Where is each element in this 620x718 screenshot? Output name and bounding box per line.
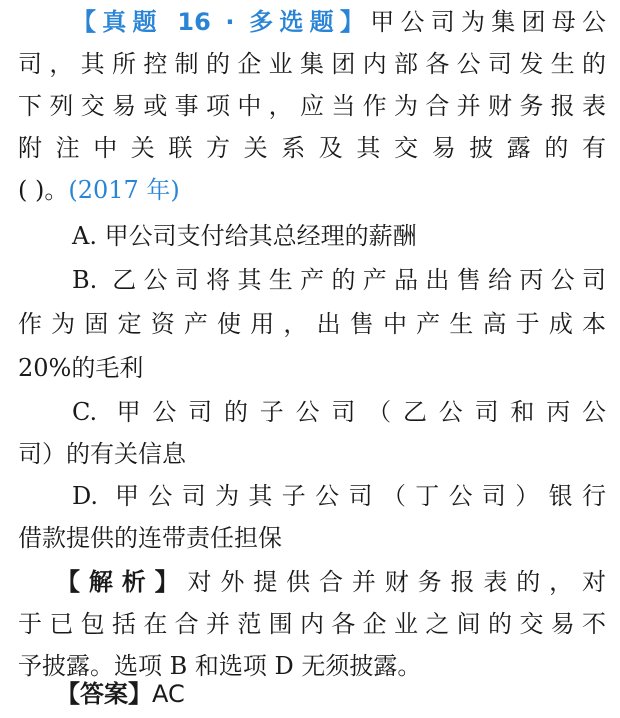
answer-label: 【答案】 bbox=[56, 680, 152, 708]
option-b-line-3 bbox=[18, 348, 606, 388]
analysis-line-2 bbox=[18, 604, 606, 644]
analysis-text-2: 于已包括在合并范围内各企业之间的交易不 bbox=[18, 610, 606, 638]
question-line-3 bbox=[18, 86, 606, 126]
analysis-text-3: 予披露。选项 B 和选项 D 无须披露。 bbox=[18, 652, 422, 680]
option-c-text-1: C. 甲公司的子公司（乙公司和丙公 bbox=[72, 398, 606, 426]
option-a-text: A. 甲公司支付给其总经理的薪酬 bbox=[72, 222, 417, 250]
answer-blank: ( )。 bbox=[18, 176, 69, 204]
question-line-4 bbox=[18, 128, 606, 168]
option-a bbox=[72, 216, 606, 256]
question-tag: 【真题 16 · 多选题】 bbox=[72, 8, 371, 36]
analysis-line-1 bbox=[56, 562, 606, 602]
option-c-line-2 bbox=[18, 434, 606, 474]
answer-value: AC bbox=[152, 680, 185, 708]
option-d-text-2: 借款提供的连带责任担保 bbox=[18, 524, 282, 552]
option-b-line-2 bbox=[18, 304, 606, 344]
analysis-text-1: 对外提供合并财务报表的，对 bbox=[187, 568, 606, 596]
option-d-line-1 bbox=[72, 476, 606, 516]
question-stem-2: 司，其所控制的企业集团内部各公司发生的 bbox=[18, 50, 606, 78]
question-year: (2017 年) bbox=[68, 176, 180, 204]
analysis-label: 【解析】 bbox=[56, 568, 188, 596]
option-d-line-2 bbox=[18, 518, 606, 558]
question-stem-1: 甲公司为集团母公 bbox=[370, 8, 607, 36]
option-b-line-1 bbox=[72, 260, 606, 300]
question-line-1 bbox=[72, 2, 606, 42]
option-b-text-3: 20%的毛利 bbox=[18, 354, 144, 382]
option-c-line-1 bbox=[72, 392, 606, 432]
question-line-2 bbox=[18, 44, 606, 84]
answer-line bbox=[56, 674, 606, 714]
question-line-5 bbox=[18, 170, 606, 210]
option-b-text-2: 作为固定资产使用，出售中产生高于成本 bbox=[18, 310, 606, 338]
question-stem-4: 附注中关联方关系及其交易披露的有 bbox=[18, 134, 606, 162]
option-c-text-2: 司）的有关信息 bbox=[18, 440, 186, 468]
option-b-text-1: B. 乙公司将其生产的产品出售给丙公司 bbox=[72, 266, 606, 294]
question-stem-3: 下列交易或事项中，应当作为合并财务报表 bbox=[18, 92, 606, 120]
option-d-text-1: D. 甲公司为其子公司（丁公司）银行 bbox=[72, 482, 606, 510]
